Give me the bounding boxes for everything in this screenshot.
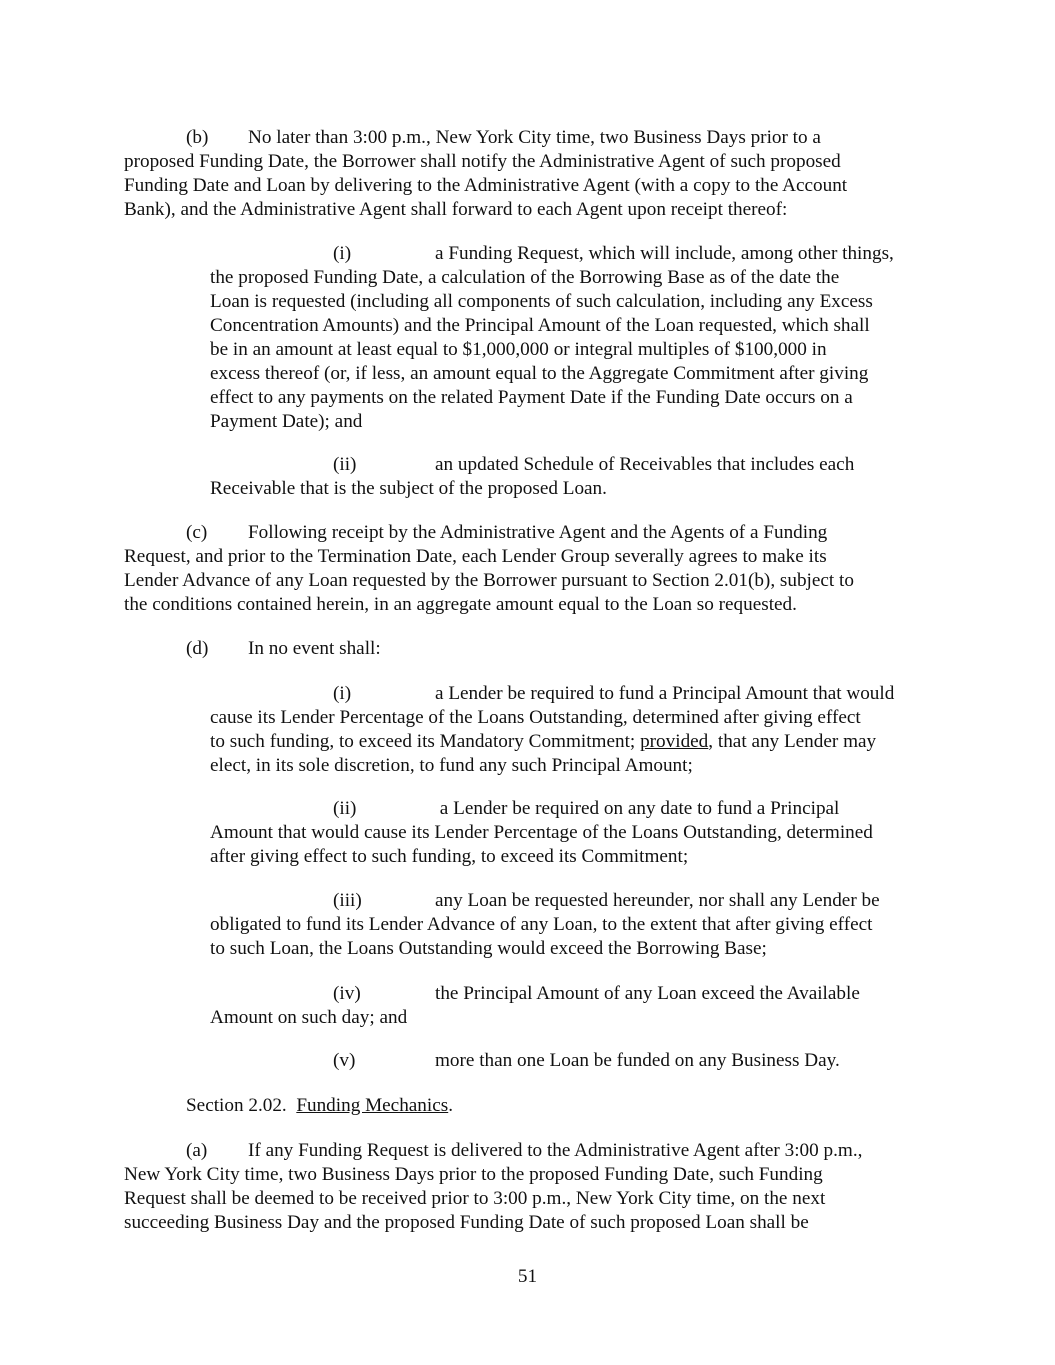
text-line: cause its Lender Percentage of the Loans Outstanding, determined after giving effect — [210, 707, 861, 728]
subparagraph-d-v — [210, 1049, 840, 1073]
text-line: the proposed Funding Date, a calculation of the Borrowing Base as of the date the — [210, 267, 840, 288]
subparagraph-d-i — [210, 682, 894, 778]
paragraph-line — [210, 682, 894, 706]
paragraph-line — [210, 1049, 840, 1073]
text-line: effect to any payments on the related Payment Date if the Funding Date occurs on a — [210, 387, 853, 408]
text-line: Loan is requested (including all components of such calculation, including any Excess — [210, 291, 873, 312]
text-line: Request shall be deemed to be received prior to 3:00 p.m., New York City time, on the next — [124, 1188, 826, 1209]
paragraph-line — [124, 637, 381, 661]
paragraph-line — [124, 126, 847, 150]
text-line: If any Funding Request is delivered to the Administrative Agent after 3:00 p.m., — [248, 1140, 863, 1161]
text-line: elect, in its sole discretion, to fund any such Principal Amount; — [210, 755, 693, 776]
paragraph-label: (iv) — [333, 983, 361, 1004]
section-number: Section 2.02. — [186, 1095, 287, 1116]
paragraph-line — [210, 982, 860, 1006]
subparagraph-d-ii — [210, 797, 873, 869]
text-line: a Lender be required to fund a Principal Amount that would — [435, 683, 895, 704]
paragraph-line — [210, 797, 873, 821]
text-line: Amount that would cause its Lender Percentage of the Loans Outstanding, determined — [210, 822, 873, 843]
text-line: Bank), and the Administrative Agent shall forward to each Agent upon receipt thereof: — [124, 199, 788, 220]
subparagraph-b-i — [210, 242, 894, 434]
text-line: excess thereof (or, if less, an amount equal to the Aggregate Commitment after giving — [210, 363, 869, 384]
text-line: Funding Date and Loan by delivering to the Administrative Agent (with a copy to the Account — [124, 175, 848, 196]
paragraph-line — [210, 242, 894, 266]
text-line: the Principal Amount of any Loan exceed the Available — [435, 983, 860, 1004]
page-number: 51 — [517, 1266, 538, 1287]
text-line — [210, 730, 894, 754]
text-line: No later than 3:00 p.m., New York City time, two Business Days prior to a — [248, 127, 821, 148]
paragraph-label: (ii) — [333, 798, 357, 819]
paragraph-label: (b) — [186, 127, 209, 148]
paragraph-c — [124, 521, 854, 617]
section-title-period: . — [448, 1095, 454, 1116]
text-line: Concentration Amounts) and the Principal Amount of the Loan requested, which shall — [210, 315, 870, 336]
text-line: any Loan be requested hereunder, nor shall any Lender be — [435, 890, 880, 911]
paragraph-label: (d) — [186, 638, 209, 659]
text-line: after giving effect to such funding, to exceed its Commitment; — [210, 846, 689, 867]
paragraph-line — [210, 453, 854, 477]
paragraph-label: (i) — [333, 243, 352, 264]
text-line: to such Loan, the Loans Outstanding would exceed the Borrowing Base; — [210, 938, 767, 959]
paragraph-label: (iii) — [333, 890, 362, 911]
text-line: Payment Date); and — [210, 411, 363, 432]
section-title: Funding Mechanics — [296, 1095, 449, 1116]
text-line: Following receipt by the Administrative Agent and the Agents of a Funding — [248, 522, 828, 543]
text-line: proposed Funding Date, the Borrower shall notify the Administrative Agent of such proposed — [124, 151, 841, 172]
paragraph-line — [210, 889, 880, 913]
text-line: the conditions contained herein, in an aggregate amount equal to the Loan so requested. — [124, 594, 797, 615]
subparagraph-b-ii — [210, 453, 854, 501]
text-line: Amount on such day; and — [210, 1007, 408, 1028]
text-line: Request, and prior to the Termination Date, each Lender Group severally agrees to make its — [124, 546, 827, 567]
text-line: New York City time, two Business Days prior to the proposed Funding Date, such Funding — [124, 1164, 823, 1185]
paragraph-d — [124, 637, 381, 661]
paragraph-label: (ii) — [333, 454, 357, 475]
paragraph-a — [124, 1139, 862, 1235]
text-line: an updated Schedule of Receivables that includes each — [435, 454, 855, 475]
paragraph-line — [124, 521, 854, 545]
underlined-term-provided: provided — [640, 731, 709, 752]
text-line: Lender Advance of any Loan requested by the Borrower pursuant to Section 2.01(b), subject to — [124, 570, 854, 591]
paragraph-label: (c) — [186, 522, 208, 543]
text-line: more than one Loan be funded on any Business Day. — [435, 1050, 840, 1071]
text-segment: , that any Lender may — [708, 731, 877, 752]
text-line: Receivable that is the subject of the proposed Loan. — [210, 478, 607, 499]
paragraph-line — [124, 1139, 862, 1163]
section-heading-2-02 — [124, 1094, 453, 1118]
text-line: be in an amount at least equal to $1,000,000 or integral multiples of $100,000 in — [210, 339, 827, 360]
text-segment: to such funding, to exceed its Mandatory Commitment; — [210, 731, 641, 752]
heading-line — [124, 1094, 453, 1118]
text-line: a Funding Request, which will include, among other things, — [435, 243, 894, 264]
paragraph-label: (v) — [333, 1050, 356, 1071]
subparagraph-d-iv — [210, 982, 860, 1030]
text-line: In no event shall: — [248, 638, 381, 659]
text-line: succeeding Business Day and the proposed Funding Date of such proposed Loan shall be — [124, 1212, 809, 1233]
paragraph-label: (a) — [186, 1140, 208, 1161]
paragraph-label: (i) — [333, 683, 352, 704]
paragraph-b — [124, 126, 847, 222]
text-line: a Lender be required on any date to fund a Principal — [435, 798, 840, 819]
subparagraph-d-iii — [210, 889, 880, 961]
text-line: obligated to fund its Lender Advance of any Loan, to the extent that after giving effect — [210, 914, 873, 935]
